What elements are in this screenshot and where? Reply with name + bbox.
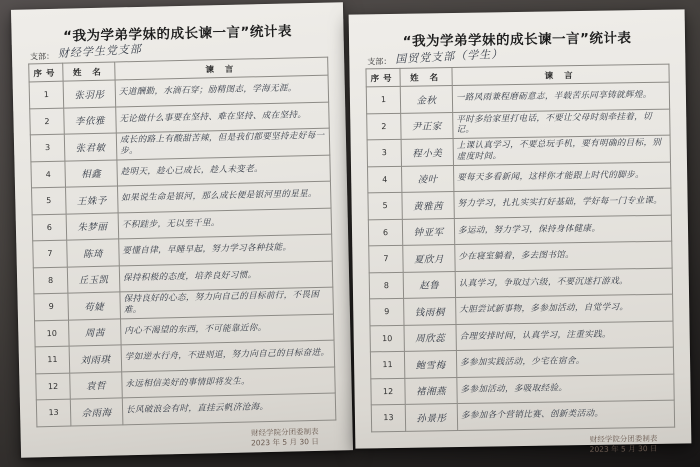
advice-text: 不积跬步，无以至千里。: [118, 208, 332, 239]
student-name: 相鑫: [65, 159, 118, 187]
advice-text: 永远相信美好的事情即将发生。: [122, 367, 336, 398]
row-number: 5: [32, 187, 67, 214]
student-name: 陈琦: [67, 239, 120, 267]
advice-text: 要每天多看新闻，这样你才能跟上时代的脚步。: [453, 162, 670, 192]
advice-table: [365, 64, 675, 432]
student-name: 朱梦丽: [66, 212, 119, 240]
advice-text: 一路风雨兼程磨砺意志，半载苦乐同享铸就辉煌。: [452, 82, 669, 112]
advice-text: 多参加活动，多吸取经验。: [457, 374, 674, 404]
footer-maker: 财经学院分团委制表: [589, 433, 658, 444]
advice-text: 趁明天，趁心已成长，趁人未变老。: [117, 155, 331, 186]
footer-date: 2023 年 5 月 30 日: [589, 443, 658, 454]
advice-text: 合理安排时间，认真学习，注重实践。: [456, 321, 673, 351]
col-header-name: 姓 名: [400, 68, 452, 87]
student-name: 周欣蕊: [404, 324, 456, 351]
advice-text: 学如逆水行舟，不进则退，努力向自己的目标奋进。: [121, 340, 335, 371]
student-name: 刘雨琪: [69, 345, 122, 373]
col-header-no: 序号: [29, 63, 63, 82]
advice-text: 如果说生命是银河，那么成长便是银河里的星星。: [117, 181, 331, 212]
row-number: 2: [367, 113, 401, 140]
table-footer: [37, 426, 319, 453]
page-title: “我为学弟学妹的成长谏一言”统计表: [402, 30, 632, 50]
advice-text: 保持积极的态度，培养良好习惯。: [119, 261, 333, 292]
row-number: 7: [369, 245, 403, 272]
advice-text: 努力学习，扎扎实实打好基础，学好每一门专业课。: [454, 188, 671, 218]
row-number: 4: [367, 166, 401, 193]
student-name: 尹正家: [401, 112, 453, 139]
advice-table: [28, 57, 336, 427]
student-name: 鲍雪梅: [404, 351, 456, 378]
branch-label: 支部：: [29, 51, 55, 62]
student-name: 钱雨桐: [404, 298, 456, 325]
row-number: 3: [30, 134, 65, 161]
col-header-advice: 谏 言: [452, 64, 669, 85]
student-name: 丘玉凯: [67, 265, 120, 293]
footer-maker: 财经学院分团委制表: [251, 426, 319, 437]
advice-text: 上课认真学习，不要总玩手机，要有明确的目标，别虚度时间。: [453, 135, 670, 165]
student-name: 周茜: [69, 318, 122, 346]
row-number: 6: [368, 219, 402, 246]
student-name: 张君敏: [64, 133, 117, 161]
row-number: 11: [35, 346, 70, 373]
paper-left: [11, 2, 353, 457]
row-number: 8: [369, 272, 403, 299]
row-number: 1: [366, 86, 400, 113]
col-header-no: 序号: [366, 68, 400, 87]
row-number: 13: [36, 399, 71, 426]
paper-right: [349, 9, 692, 454]
advice-text: 认真学习，争取过六级，不要沉迷打游戏。: [455, 268, 672, 298]
advice-text: 平时多给家里打电话，不要让父母时刻牵挂着，切记。: [453, 109, 670, 139]
student-name: 袁哲: [70, 371, 123, 399]
row-number: 2: [30, 108, 65, 135]
student-name: 褚湘燕: [405, 377, 457, 404]
student-name: 程小美: [401, 139, 453, 166]
student-name: 李依雅: [64, 106, 117, 134]
row-number: 12: [36, 373, 71, 400]
student-name: 凌叶: [401, 165, 453, 192]
row-number: 6: [32, 214, 67, 241]
student-name: 赵鲁: [403, 271, 455, 298]
row-number: 5: [368, 192, 402, 219]
student-name: 佘雨海: [70, 398, 123, 426]
row-number: 12: [371, 378, 405, 405]
row-number: 10: [35, 320, 70, 347]
student-name: 张羽彤: [63, 80, 116, 108]
table-footer: [371, 433, 657, 458]
row-number: 3: [367, 139, 401, 166]
row-number: 9: [34, 293, 69, 320]
advice-text: 大胆尝试新事物，多参加活动，自觉学习。: [456, 294, 673, 324]
page-title: “我为学弟学妹的成长谏一言”统计表: [63, 23, 293, 45]
footer-date: 2023 年 5 月 30 日: [250, 436, 319, 448]
student-name: 王姝予: [65, 186, 118, 214]
advice-text: 多运动，努力学习，保持身体健康。: [454, 215, 671, 245]
row-number: 11: [370, 351, 404, 378]
branch-label: 支部：: [367, 57, 392, 67]
advice-text: 天道酬勤，水滴石穿；励精图志，学海无涯。: [115, 75, 329, 106]
row-number: 4: [31, 161, 66, 188]
row-number: 9: [370, 298, 404, 325]
advice-text: 少在寝室躺着，多去图书馆。: [455, 241, 672, 271]
row-number: 7: [33, 240, 68, 267]
advice-text: 内心不渴望的东西，不可能靠近你。: [120, 314, 334, 345]
row-number: 13: [371, 404, 405, 431]
advice-text: 多参加实践活动，少宅在宿舍。: [456, 347, 673, 377]
student-name: 钟亚军: [402, 218, 454, 245]
advice-text: 成长的路上有酸甜苦辣，但是我们都要坚持走好每一步。: [116, 128, 330, 159]
advice-text: 无论做什么事要在坚持、难在坚持、成在坚持。: [116, 102, 330, 133]
advice-text: 长风破浪会有时，直挂云帆济沧海。: [122, 393, 336, 424]
row-number: 1: [29, 81, 64, 108]
student-name: 黄雅茜: [402, 192, 454, 219]
row-number: 10: [370, 325, 404, 352]
table-row: [371, 400, 674, 431]
student-name: 苟婕: [68, 292, 121, 320]
advice-text: 多参加各个营销比赛、创新类活动。: [457, 400, 674, 430]
table-row: [36, 393, 336, 426]
student-name: 夏欣月: [403, 245, 455, 272]
col-header-advice: 谏 言: [115, 57, 328, 80]
advice-text: 要懂自律，早睡早起，努力学习各种技能。: [119, 234, 333, 265]
col-header-name: 姓 名: [63, 62, 115, 81]
row-number: 8: [33, 267, 68, 294]
student-name: 金秋: [400, 86, 452, 113]
branch-value-handwritten: 财经学生党支部: [57, 42, 143, 61]
advice-text: 保持良好的心态，努力向自己的目标前行，不畏困难。: [120, 287, 334, 318]
student-name: 孙景彤: [405, 404, 457, 431]
branch-value-handwritten: 国贸党支部（学生）: [394, 47, 504, 66]
